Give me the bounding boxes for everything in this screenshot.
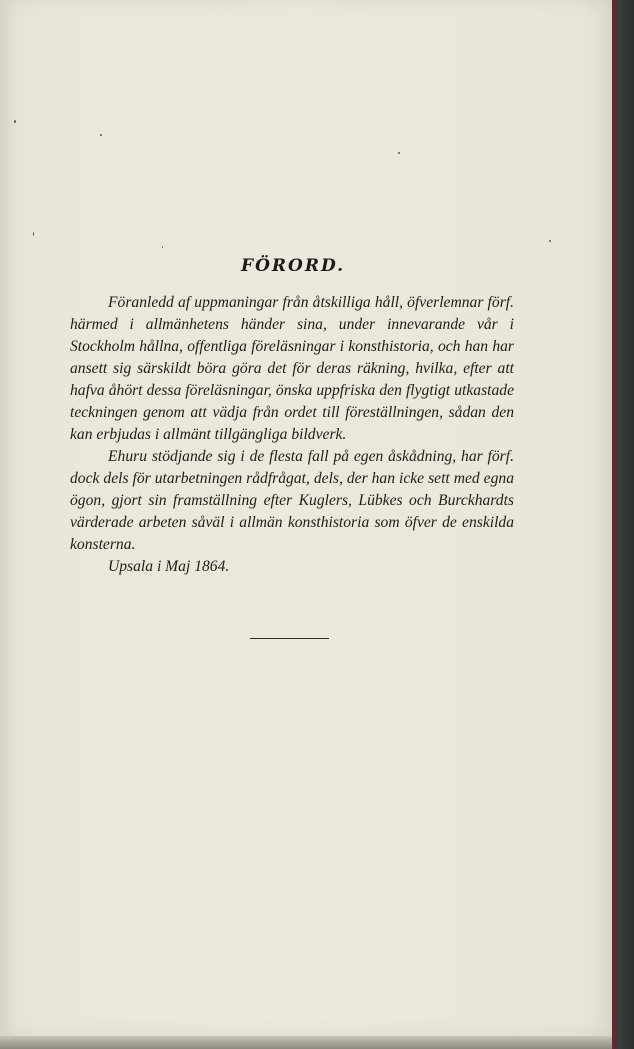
preface-paragraph: Föranledd af uppmaningar från åtskilliga håll, öfverlemnar förf. härmed i allmänhetens händer sina, under innevarande vår i Stockholm hållna, offentliga föreläsningar i konsthistoria, och han har ansett sig särskildt böra göra det för deras räkning, hvilka, efter att hafva åhört dessa föreläsningar, önska uppfriska den flygtigt utkastade teckningen genom att vädja från ordet till föreställningen, sådan den kan erbjudas i allmänt tillgängliga bildverk. <box>70 294 514 443</box>
preface-heading: FÖRORD. <box>241 256 345 276</box>
paper-speck <box>33 232 34 236</box>
preface-body <box>70 292 514 578</box>
paper-speck <box>549 240 551 242</box>
paper-speck <box>100 134 102 136</box>
page-gutter-shadow <box>0 0 14 1036</box>
closing-rule <box>250 638 329 639</box>
paper-speck <box>162 246 163 248</box>
paper-speck <box>398 152 400 154</box>
page-bottom-edge <box>0 1036 612 1049</box>
book-binding-edge <box>612 0 634 1049</box>
place-and-date: Upsala i Maj 1864. <box>108 558 230 575</box>
preface-paragraph: Ehuru stödjande sig i de flesta fall på egen åskådning, har förf. dock dels för utarbetningen rådfrågat, dels, der han icke sett med egna ögon, gjort sin framställning efter Kuglers, Lübkes och Burckhardts värderade arbeten såväl i allmän konsthistoria som öfver de enskilda konsterna. <box>70 448 514 553</box>
paper-speck <box>14 120 16 123</box>
